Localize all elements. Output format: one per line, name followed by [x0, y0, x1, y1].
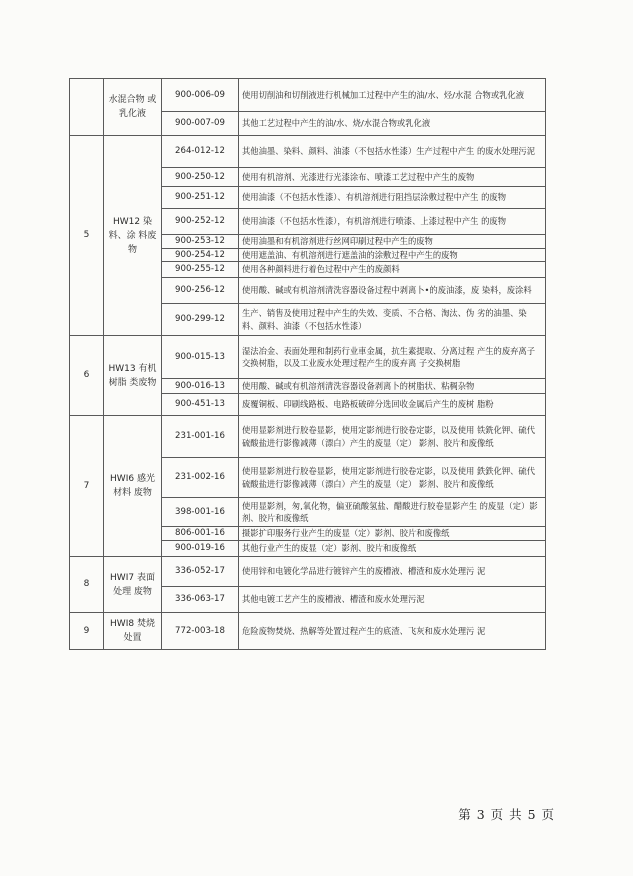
waste-description: 生产、销售及使用过程中产生的失效、变质、不合格、淘汰、伪 劣的油墨、染料、颜料、油漆（不包括水性漆）	[239, 304, 546, 336]
waste-code: 900-250-12	[162, 168, 239, 187]
waste-description: 使用酸、碱或有机溶剂清洗容器设备剥离卜的树脂状、粘稠杂物	[239, 379, 546, 394]
waste-code: 398-001-16	[162, 498, 239, 527]
group-number: 8	[70, 557, 104, 613]
waste-description: 其他行业产生的废显（定）影剂、胶片和废像纸	[239, 541, 546, 557]
waste-category: HW13 有机树脂 类废物	[104, 336, 162, 416]
waste-code: 336-063-17	[162, 587, 239, 613]
waste-code: 231-001-16	[162, 416, 239, 458]
waste-category: HWI7 表面处理 废物	[104, 557, 162, 613]
waste-description: 使用油墨和有机溶剂进行丝网印刷过程中产生的废物	[239, 235, 546, 249]
group-number: 7	[70, 416, 104, 557]
table-row	[70, 416, 546, 458]
waste-description: 使用显影剂进行胶卷显影，使用定影剂进行胶卷定影，以及使用 铁銑化钾、硫代硫酸盐进行影像减薄（漂白）产生的废显（定） 影剂、胶片和废像纸	[239, 416, 546, 458]
waste-code: 900-016-13	[162, 379, 239, 394]
waste-code: 806-001-16	[162, 527, 239, 541]
waste-code: 900-299-12	[162, 304, 239, 336]
waste-description: 使用显影剂，匆,氧化物，偏亚硫酸氢盐、醋酸进行胶卷显影产生 的废显（定）影剂、胶片和废像纸	[239, 498, 546, 527]
waste-description: 使用有机溶剂、光漆进行光漆涂布、喷漆工艺过程中产生的废物	[239, 168, 546, 187]
waste-description: 湿法冶金、表面处理和制药行业車金属，抗生素提取、分离过程 产生的废弃离子交换树脂，以及工业废水处理过程产生的废弃离 子交换树脂	[239, 336, 546, 379]
waste-code: 900-006-09	[162, 79, 239, 112]
waste-table	[69, 78, 546, 650]
waste-description: 使用酸、碱或有机溶剂清洗容器设备过程中剥离卜•的废油漆，废 染料，废涂料	[239, 278, 546, 304]
waste-code: 900-255-12	[162, 262, 239, 278]
waste-description: 使用遮盖油、有机溶剂进行遮盖油的涂敷过程中产生的废物	[239, 248, 546, 262]
waste-code: 231-002-16	[162, 458, 239, 498]
waste-description: 使用显影剂进行胶卷显影，使用定影剂进行胶卷定影，以及使用 鉄鉄化钾、硫代硫酸盐进行影像减薄（漂白）产生的废显（定） 影剂、胶片和废像纸	[239, 458, 546, 498]
waste-code: 900-254-12	[162, 248, 239, 262]
group-number: 5	[70, 136, 104, 336]
waste-code: 336-052-17	[162, 557, 239, 587]
waste-description: 危险废物焚烧、热解等处置过程产生的底渣、飞灰和废水处理污 泥	[239, 613, 546, 650]
waste-code: 900-451-13	[162, 394, 239, 416]
waste-code: 900-251-12	[162, 187, 239, 209]
waste-code: 264-012-12	[162, 136, 239, 168]
waste-description: 使用油漆（不包括水性漆），有机溶剂进行喷漆、上漆过程中产生 的废物	[239, 209, 546, 235]
group-number: 9	[70, 613, 104, 650]
table-row	[70, 336, 546, 379]
waste-description: 使用锌和电镀化学品进行镀锌产生的废槽液、槽渣和废水处理污 泥	[239, 557, 546, 587]
table-row	[70, 613, 546, 650]
waste-code: 900-256-12	[162, 278, 239, 304]
table-row	[70, 79, 546, 112]
waste-category: 水混合物 或乳化液	[104, 79, 162, 136]
group-number: 6	[70, 336, 104, 416]
page-number: 第 3 页 共 5 页	[458, 807, 555, 822]
waste-table-body	[70, 79, 546, 650]
waste-code: 772-003-18	[162, 613, 239, 650]
table-row	[70, 136, 546, 168]
waste-description: 其他电镀工艺产生的废槽液、槽渣和废水处理污泥	[239, 587, 546, 613]
waste-code: 900-253-12	[162, 235, 239, 249]
waste-code: 900-007-09	[162, 112, 239, 136]
waste-description: 废覆铜板、印刷线路板、电路板破碎分选回收金属后产生的废树 脂粉	[239, 394, 546, 416]
waste-description: 使用各种颜料进行着色过程中产生的废颜料	[239, 262, 546, 278]
group-number	[70, 79, 104, 136]
waste-code: 900-252-12	[162, 209, 239, 235]
waste-category: HW12 染料、涂 料废物	[104, 136, 162, 336]
waste-code: 900-019-16	[162, 541, 239, 557]
waste-category: HWI8 焚烧处置	[104, 613, 162, 650]
waste-description: 其他工艺过程中产生的油/水、烧/水混合物或乳化液	[239, 112, 546, 136]
table-row	[70, 557, 546, 587]
waste-description: 使用切削油和切削液进行机械加工过程中产生的油/水、烃/水混 合物或乳化液	[239, 79, 546, 112]
waste-description: 摄影扩印服务行业产生的废显（定）影剂、胶片和废像纸	[239, 527, 546, 541]
waste-category: HWI6 感光材料 废物	[104, 416, 162, 557]
waste-description: 其他油墨、染料、颜料、油漆（不包括水性漆）生产过程中产生 的废水处理污泥	[239, 136, 546, 168]
waste-code: 900-015-13	[162, 336, 239, 379]
waste-description: 使用油漆（不包括水性漆）、有机溶剂进行阻挡层涂敷过程中产生 的废物	[239, 187, 546, 209]
